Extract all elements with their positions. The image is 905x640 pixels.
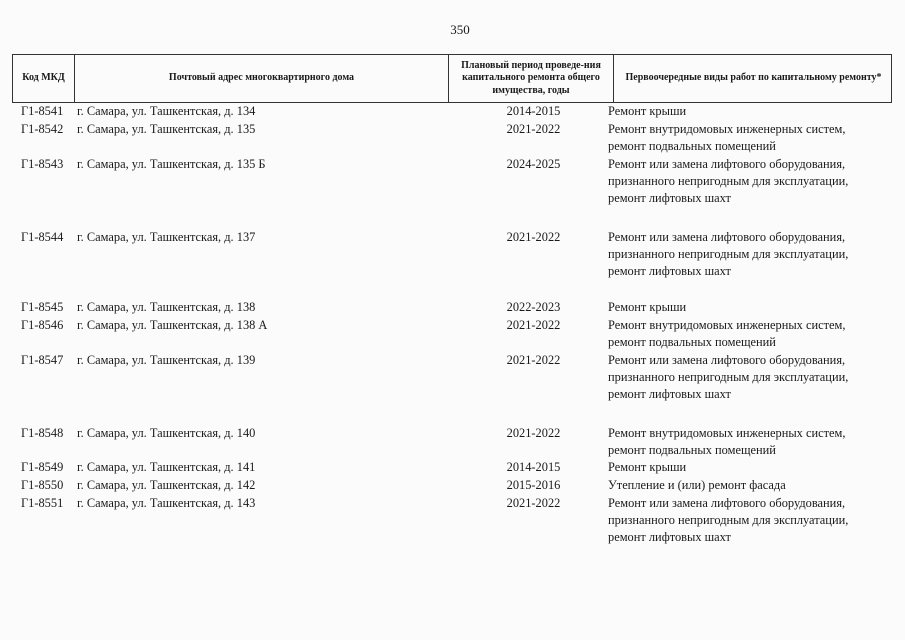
row-works-line: Ремонт или замена лифтового оборудования, — [608, 353, 846, 367]
row-address: г. Самара, ул. Ташкентская, д. 138 А — [77, 318, 268, 332]
header-address: Почтовый адрес многоквартирного дома — [75, 55, 449, 102]
row-works — [608, 459, 898, 476]
row-period: 2021-2022 — [506, 122, 561, 136]
row-address: г. Самара, ул. Ташкентская, д. 137 — [77, 230, 256, 244]
row-works — [608, 477, 898, 494]
row-works — [608, 229, 898, 280]
row-works — [608, 317, 898, 351]
row-works-line: ремонт лифтовых шахт — [608, 264, 731, 278]
row-period: 2014-2015 — [506, 104, 561, 118]
row-works-line: Ремонт внутридомовых инженерных систем, — [608, 122, 846, 136]
row-code: Г1-8544 — [21, 230, 64, 244]
row-works — [608, 121, 898, 155]
row-works-line: Ремонт внутридомовых инженерных систем, — [608, 426, 846, 440]
row-code: Г1-8545 — [21, 300, 64, 314]
row-period: 2015-2016 — [506, 478, 561, 492]
row-address: г. Самара, ул. Ташкентская, д. 141 — [77, 460, 256, 474]
row-period: 2021-2022 — [506, 353, 561, 367]
row-address: г. Самара, ул. Ташкентская, д. 134 — [77, 104, 256, 118]
row-code: Г1-8550 — [21, 478, 64, 492]
row-code: Г1-8547 — [21, 353, 64, 367]
row-works-line: Ремонт крыши — [608, 104, 687, 118]
row-works — [608, 156, 898, 207]
row-works-line: Ремонт внутридомовых инженерных систем, — [608, 318, 846, 332]
row-code: Г1-8541 — [21, 104, 64, 118]
page-number: 350 — [450, 22, 470, 37]
row-code: Г1-8548 — [21, 426, 64, 440]
row-works-line: Ремонт крыши — [608, 460, 687, 474]
row-works-line: ремонт подвальных помещений — [608, 443, 776, 457]
header-code: Код МКД — [13, 55, 75, 102]
row-works-line: признанного непригодным для эксплуатации, — [608, 370, 849, 384]
row-works-line: ремонт подвальных помещений — [608, 139, 776, 153]
row-address: г. Самара, ул. Ташкентская, д. 135 — [77, 122, 256, 136]
row-works-line: Утепление и (или) ремонт фасада — [608, 478, 786, 492]
row-code: Г1-8551 — [21, 496, 64, 510]
row-works-line: признанного непригодным для эксплуатации, — [608, 247, 849, 261]
row-works-line: Ремонт или замена лифтового оборудования, — [608, 496, 846, 510]
table-header — [12, 54, 892, 103]
row-address: г. Самара, ул. Ташкентская, д. 140 — [77, 426, 256, 440]
row-works — [608, 495, 898, 546]
row-works-line: ремонт лифтовых шахт — [608, 387, 731, 401]
row-works — [608, 425, 898, 459]
row-period: 2021-2022 — [506, 318, 561, 332]
row-address: г. Самара, ул. Ташкентская, д. 139 — [77, 353, 256, 367]
row-code: Г1-8546 — [21, 318, 64, 332]
row-period: 2024-2025 — [506, 157, 561, 171]
row-code: Г1-8543 — [21, 157, 64, 171]
row-address: г. Самара, ул. Ташкентская, д. 143 — [77, 496, 256, 510]
row-period: 2021-2022 — [506, 426, 561, 440]
row-works-line: Ремонт или замена лифтового оборудования, — [608, 157, 846, 171]
row-code: Г1-8549 — [21, 460, 64, 474]
row-period: 2021-2022 — [506, 230, 561, 244]
row-works-line: признанного непригодным для эксплуатации, — [608, 513, 849, 527]
row-code: Г1-8542 — [21, 122, 64, 136]
row-period: 2022-2023 — [506, 300, 561, 314]
row-works — [608, 352, 898, 403]
header-works: Первоочередные виды работ по капитальному ремонту* — [625, 72, 882, 84]
row-works — [608, 103, 898, 120]
row-works-line: ремонт подвальных помещений — [608, 335, 776, 349]
row-works-line: ремонт лифтовых шахт — [608, 530, 731, 544]
row-address: г. Самара, ул. Ташкентская, д. 135 Б — [77, 157, 266, 171]
row-works-line: признанного непригодным для эксплуатации, — [608, 174, 849, 188]
row-works — [608, 299, 898, 316]
row-period: 2014-2015 — [506, 460, 561, 474]
row-period: 2021-2022 — [506, 496, 561, 510]
row-works-line: ремонт лифтовых шахт — [608, 191, 731, 205]
row-address: г. Самара, ул. Ташкентская, д. 142 — [77, 478, 256, 492]
row-address: г. Самара, ул. Ташкентская, д. 138 — [77, 300, 256, 314]
header-period: Плановый период проведе-ния капитального ремонта общего имущества, годы — [449, 55, 614, 102]
row-works-line: Ремонт или замена лифтового оборудования, — [608, 230, 846, 244]
row-works-line: Ремонт крыши — [608, 300, 687, 314]
